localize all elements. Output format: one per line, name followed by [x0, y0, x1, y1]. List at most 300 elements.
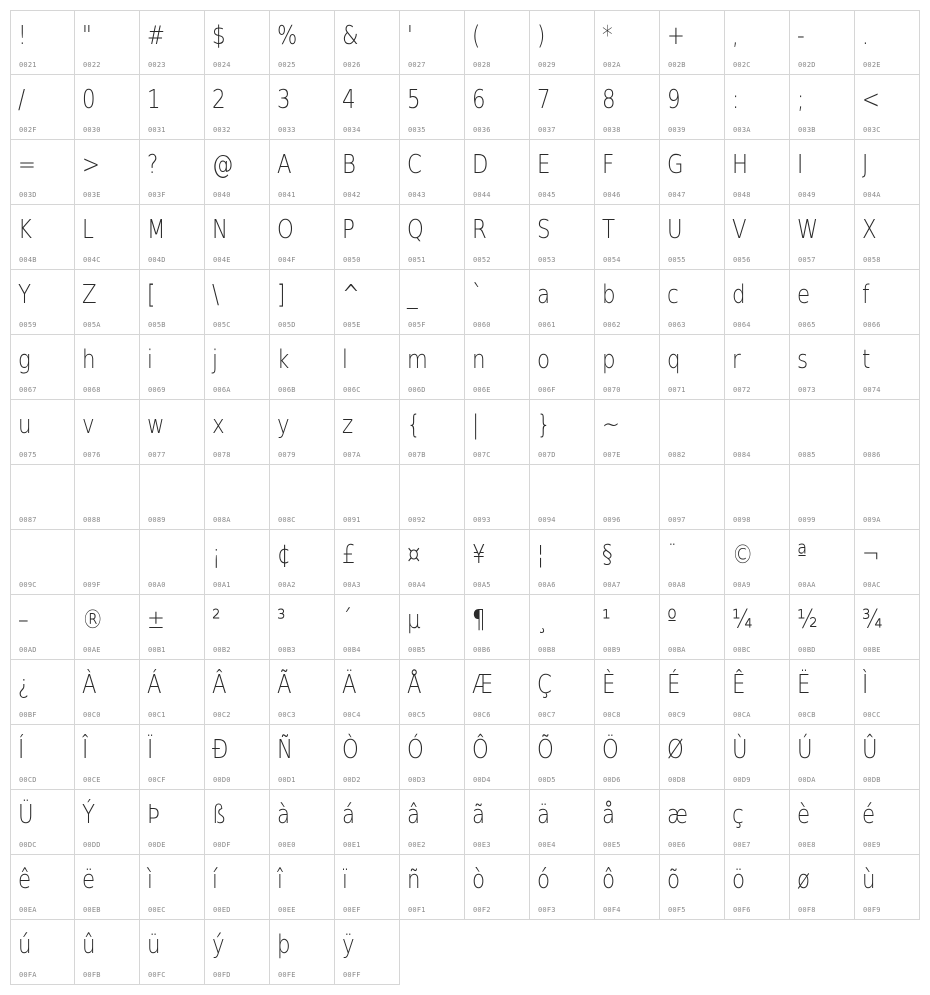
glyph-sample: . [862, 21, 869, 51]
glyph-sample: < [862, 85, 880, 115]
glyph-codepoint-label: 004F [278, 256, 296, 264]
glyph-codepoint-label: 00CD [19, 776, 37, 784]
glyph-sample: ä [537, 800, 551, 830]
glyph-sample: ÿ [342, 930, 355, 960]
glyph-cell [335, 725, 400, 790]
glyph-sample: | [472, 410, 480, 440]
glyph-sample: Ø [667, 735, 684, 765]
glyph-sample: # [147, 21, 165, 51]
glyph-cell [270, 465, 335, 530]
glyph-cell [270, 400, 335, 465]
glyph-cell [465, 10, 530, 75]
glyph-sample: Q [407, 215, 424, 245]
glyph-codepoint-label: 004C [83, 256, 101, 264]
glyph-cell [270, 660, 335, 725]
glyph-cell [140, 530, 205, 595]
glyph-sample: § [602, 540, 613, 570]
glyph-sample: U [667, 215, 683, 245]
glyph-cell [270, 75, 335, 140]
glyph-cell [530, 140, 595, 205]
glyph-codepoint-label: 00EC [148, 906, 166, 914]
glyph-cell [465, 465, 530, 530]
glyph-codepoint-label: 00BD [798, 646, 816, 654]
glyph-codepoint-label: 0048 [733, 191, 751, 199]
glyph-sample: Â [212, 670, 227, 700]
glyph-codepoint-label: 0064 [733, 321, 751, 329]
glyph-codepoint-label: 0030 [83, 126, 101, 134]
glyph-cell [10, 205, 75, 270]
glyph-sample: $ [212, 21, 226, 51]
glyph-sample: Y [18, 280, 32, 310]
glyph-codepoint-label: 0097 [668, 516, 686, 524]
glyph-cell [75, 10, 140, 75]
glyph-cell [205, 400, 270, 465]
glyph-sample: à [277, 800, 291, 830]
glyph-codepoint-label: 0051 [408, 256, 426, 264]
glyph-sample: Ñ [277, 735, 293, 765]
glyph-codepoint-label: 00C9 [668, 711, 686, 719]
glyph-cell [400, 595, 465, 660]
glyph-cell [140, 790, 205, 855]
glyph-cell [400, 660, 465, 725]
glyph-sample: 4 [342, 85, 356, 115]
glyph-sample: Ã [277, 670, 292, 700]
glyph-codepoint-label: 006F [538, 386, 556, 394]
glyph-cell [400, 855, 465, 920]
glyph-codepoint-label: 0066 [863, 321, 881, 329]
glyph-sample: Ä [342, 670, 357, 700]
glyph-cell [595, 465, 660, 530]
glyph-codepoint-label: 00CE [83, 776, 101, 784]
glyph-sample: À [82, 670, 97, 700]
glyph-codepoint-label: 007E [603, 451, 621, 459]
glyph-sample: e [797, 280, 811, 310]
glyph-codepoint-label: 007C [473, 451, 491, 459]
glyph-cell [595, 10, 660, 75]
glyph-cell [660, 790, 725, 855]
glyph-sample: 7 [537, 85, 551, 115]
glyph-cell [335, 465, 400, 530]
glyph-sample: Ç [537, 670, 552, 700]
glyph-sample: ú [18, 930, 32, 960]
glyph-sample: ² [212, 605, 221, 635]
glyph-cell [595, 205, 660, 270]
glyph-cell [400, 140, 465, 205]
glyph-codepoint-label: 00B3 [278, 646, 296, 654]
glyph-codepoint-label: 00A9 [733, 581, 751, 589]
glyph-codepoint-label: 00EE [278, 906, 296, 914]
glyph-sample: M [147, 215, 166, 245]
glyph-codepoint-label: 00DD [83, 841, 101, 849]
glyph-codepoint-label: 00EB [83, 906, 101, 914]
glyph-cell [205, 140, 270, 205]
glyph-codepoint-label: 0093 [473, 516, 491, 524]
glyph-sample: ¢ [277, 540, 291, 570]
glyph-codepoint-label: 00A3 [343, 581, 361, 589]
glyph-cell [725, 790, 790, 855]
glyph-codepoint-label: 0058 [863, 256, 881, 264]
glyph-sample: g [18, 345, 31, 375]
glyph-sample: > [82, 150, 100, 180]
glyph-sample: Ê [732, 670, 746, 700]
glyph-codepoint-label: 0060 [473, 321, 491, 329]
glyph-sample: Ë [797, 670, 811, 700]
glyph-codepoint-label: 00F3 [538, 906, 556, 914]
glyph-cell [75, 660, 140, 725]
glyph-sample: Û [862, 735, 878, 765]
glyph-sample: Ü [18, 800, 34, 830]
glyph-cell [855, 465, 920, 530]
glyph-codepoint-label: 0094 [538, 516, 556, 524]
glyph-cell [270, 10, 335, 75]
glyph-codepoint-label: 0085 [798, 451, 816, 459]
glyph-codepoint-label: 005C [213, 321, 231, 329]
glyph-codepoint-label: 00DC [19, 841, 37, 849]
glyph-cell [530, 205, 595, 270]
glyph-cell [465, 400, 530, 465]
glyph-sample: ; [797, 85, 805, 115]
glyph-cell [205, 595, 270, 660]
glyph-sample: ( [472, 21, 481, 51]
glyph-codepoint-label: 002C [733, 61, 751, 69]
glyph-sample: ü [147, 930, 161, 960]
glyph-sample: d [732, 280, 746, 310]
glyph-sample: y [277, 410, 290, 440]
glyph-cell [75, 205, 140, 270]
glyph-sample: © [732, 540, 754, 570]
glyph-sample: V [732, 215, 747, 245]
glyph-codepoint-label: 00C8 [603, 711, 621, 719]
glyph-cell [205, 855, 270, 920]
glyph-cell [660, 335, 725, 400]
glyph-cell [595, 530, 660, 595]
glyph-codepoint-label: 0022 [83, 61, 101, 69]
glyph-cell [335, 530, 400, 595]
glyph-sample: S [537, 215, 551, 245]
glyph-sample: û [82, 930, 96, 960]
glyph-cell [270, 140, 335, 205]
glyph-sample: 2 [212, 85, 226, 115]
glyph-sample: / [18, 85, 26, 115]
glyph-codepoint-label: 0055 [668, 256, 686, 264]
glyph-codepoint-label: 00A5 [473, 581, 491, 589]
glyph-cell [270, 270, 335, 335]
glyph-cell [725, 335, 790, 400]
glyph-codepoint-label: 0039 [668, 126, 686, 134]
glyph-codepoint-label: 00FD [213, 971, 231, 979]
glyph-sample: ± [147, 605, 165, 635]
glyph-codepoint-label: 0027 [408, 61, 426, 69]
glyph-sample: å [602, 800, 616, 830]
glyph-codepoint-label: 009C [19, 581, 37, 589]
glyph-cell [790, 855, 855, 920]
glyph-codepoint-label: 00EF [343, 906, 361, 914]
glyph-cell [10, 595, 75, 660]
glyph-cell [465, 530, 530, 595]
glyph-sample: + [667, 21, 685, 51]
glyph-codepoint-label: 00E1 [343, 841, 361, 849]
glyph-cell [725, 725, 790, 790]
glyph-codepoint-label: 004A [863, 191, 881, 199]
glyph-sample: í [212, 865, 218, 895]
glyph-sample: z [342, 410, 354, 440]
glyph-cell [660, 530, 725, 595]
glyph-cell [465, 725, 530, 790]
glyph-sample: i [147, 345, 153, 375]
glyph-sample: X [862, 215, 877, 245]
glyph-codepoint-label: 00D8 [668, 776, 686, 784]
glyph-cell [75, 270, 140, 335]
glyph-sample: k [277, 345, 290, 375]
glyph-sample: l [342, 345, 348, 375]
glyph-codepoint-label: 00A7 [603, 581, 621, 589]
glyph-codepoint-label: 00FA [19, 971, 37, 979]
glyph-cell [400, 790, 465, 855]
glyph-sample: ¸ [537, 605, 548, 635]
glyph-codepoint-label: 0043 [408, 191, 426, 199]
glyph-cell [725, 465, 790, 530]
glyph-sample: [ [147, 280, 156, 310]
glyph-sample: Ô [472, 735, 489, 765]
glyph-cell [855, 595, 920, 660]
glyph-cell [660, 205, 725, 270]
glyph-codepoint-label: 00EA [19, 906, 37, 914]
glyph-cell [595, 855, 660, 920]
glyph-sample: ô [602, 865, 616, 895]
glyph-sample: µ [407, 605, 421, 635]
glyph-sample: ç [732, 800, 744, 830]
glyph-sample: q [667, 345, 681, 375]
glyph-codepoint-label: 00B1 [148, 646, 166, 654]
glyph-sample: 9 [667, 85, 681, 115]
glyph-codepoint-label: 00AE [83, 646, 101, 654]
glyph-sample: F [602, 150, 615, 180]
glyph-sample: C [407, 150, 422, 180]
glyph-sample: a [537, 280, 551, 310]
glyph-sample: ] [277, 280, 286, 310]
glyph-cell [140, 140, 205, 205]
glyph-sample: - [797, 21, 805, 51]
glyph-sample: n [472, 345, 486, 375]
glyph-codepoint-label: 009F [83, 581, 101, 589]
glyph-sample: j [212, 345, 218, 375]
glyph-sample: Æ [472, 670, 493, 700]
glyph-codepoint-label: 00DE [148, 841, 166, 849]
glyph-cell [400, 530, 465, 595]
glyph-codepoint-label: 00A0 [148, 581, 166, 589]
glyph-cell [725, 140, 790, 205]
glyph-sample: ý [212, 930, 225, 960]
glyph-sample: 8 [602, 85, 616, 115]
glyph-cell [10, 400, 75, 465]
glyph-codepoint-label: 00BC [733, 646, 751, 654]
glyph-cell [855, 335, 920, 400]
glyph-codepoint-label: 00F5 [668, 906, 686, 914]
glyph-sample: 5 [407, 85, 421, 115]
glyph-sample: ! [18, 21, 27, 51]
glyph-codepoint-label: 00F8 [798, 906, 816, 914]
glyph-codepoint-label: 0034 [343, 126, 361, 134]
glyph-codepoint-label: 0087 [19, 516, 37, 524]
glyph-cell [10, 465, 75, 530]
glyph-codepoint-label: 0075 [19, 451, 37, 459]
glyph-codepoint-label: 00B9 [603, 646, 621, 654]
glyph-cell [75, 400, 140, 465]
glyph-sample: Õ [537, 735, 554, 765]
glyph-sample: Þ [147, 800, 160, 830]
glyph-cell [270, 855, 335, 920]
glyph-sample: ß [212, 800, 227, 830]
glyph-codepoint-label: 002D [798, 61, 816, 69]
glyph-codepoint-label: 00E2 [408, 841, 426, 849]
glyph-codepoint-label: 005F [408, 321, 426, 329]
glyph-codepoint-label: 006C [343, 386, 361, 394]
glyph-codepoint-label: 0078 [213, 451, 231, 459]
glyph-sample: G [667, 150, 684, 180]
glyph-cell [660, 140, 725, 205]
glyph-cell [270, 530, 335, 595]
glyph-codepoint-label: 00C6 [473, 711, 491, 719]
glyph-sample: £ [342, 540, 356, 570]
glyph-codepoint-label: 0063 [668, 321, 686, 329]
glyph-codepoint-label: 003B [798, 126, 816, 134]
glyph-sample: Z [82, 280, 97, 310]
glyph-codepoint-label: 004E [213, 256, 231, 264]
glyph-codepoint-label: 00D5 [538, 776, 556, 784]
glyph-cell [335, 660, 400, 725]
glyph-codepoint-label: 00B2 [213, 646, 231, 654]
glyph-codepoint-label: 0084 [733, 451, 751, 459]
glyph-cell [205, 660, 270, 725]
glyph-cell [660, 595, 725, 660]
glyph-codepoint-label: 0053 [538, 256, 556, 264]
glyph-sample: Ý [82, 800, 96, 830]
glyph-codepoint-label: 006E [473, 386, 491, 394]
glyph-cell [335, 10, 400, 75]
glyph-cell [595, 75, 660, 140]
glyph-sample: º [667, 605, 678, 635]
glyph-sample: w [147, 410, 165, 440]
glyph-codepoint-label: 0035 [408, 126, 426, 134]
glyph-sample: ê [18, 865, 32, 895]
glyph-sample: Ù [732, 735, 748, 765]
glyph-codepoint-label: 0061 [538, 321, 556, 329]
glyph-sample: ó [537, 865, 551, 895]
glyph-cell [725, 530, 790, 595]
glyph-codepoint-label: 0089 [148, 516, 166, 524]
glyph-cell [725, 205, 790, 270]
glyph-sample: " [82, 21, 92, 51]
glyph-cell [335, 335, 400, 400]
glyph-codepoint-label: 002A [603, 61, 621, 69]
glyph-sample: f [862, 280, 870, 310]
glyph-sample: 3 [277, 85, 291, 115]
glyph-cell [400, 400, 465, 465]
glyph-sample: ¡ [212, 540, 221, 570]
glyph-sample: ¤ [407, 540, 421, 570]
glyph-codepoint-label: 0049 [798, 191, 816, 199]
glyph-codepoint-label: 00AC [863, 581, 881, 589]
glyph-sample: ^ [342, 280, 360, 310]
glyph-cell [270, 205, 335, 270]
glyph-codepoint-label: 00A6 [538, 581, 556, 589]
glyph-cell [400, 335, 465, 400]
glyph-codepoint-label: 002E [863, 61, 881, 69]
glyph-sample: Ì [862, 670, 869, 700]
glyph-sample: K [18, 215, 32, 245]
glyph-cell [790, 400, 855, 465]
glyph-cell [335, 75, 400, 140]
glyph-cell [855, 790, 920, 855]
glyph-codepoint-label: 0040 [213, 191, 231, 199]
glyph-sample: Å [407, 670, 422, 700]
glyph-cell [855, 855, 920, 920]
glyph-cell [400, 10, 465, 75]
glyph-sample: h [82, 345, 96, 375]
glyph-sample: 0 [82, 85, 96, 115]
glyph-cell [530, 335, 595, 400]
glyph-codepoint-label: 0041 [278, 191, 296, 199]
glyph-codepoint-label: 00F4 [603, 906, 621, 914]
glyph-sample: Ú [797, 735, 813, 765]
glyph-codepoint-label: 00ED [213, 906, 231, 914]
glyph-cell [140, 400, 205, 465]
glyph-cell [595, 660, 660, 725]
glyph-codepoint-label: 00E0 [278, 841, 296, 849]
glyph-sample: r [732, 345, 741, 375]
glyph-sample: : [732, 85, 740, 115]
glyph-cell [10, 855, 75, 920]
glyph-cell [595, 270, 660, 335]
glyph-codepoint-label: 0076 [83, 451, 101, 459]
glyph-cell [75, 920, 140, 985]
glyph-sample: ë [82, 865, 96, 895]
glyph-cell [140, 465, 205, 530]
glyph-cell [75, 140, 140, 205]
glyph-codepoint-label: 005E [343, 321, 361, 329]
glyph-codepoint-label: 00D0 [213, 776, 231, 784]
glyph-sample: D [472, 150, 489, 180]
glyph-cell [790, 465, 855, 530]
glyph-codepoint-label: 0099 [798, 516, 816, 524]
glyph-sample: H [732, 150, 749, 180]
glyph-sample: ì [147, 865, 153, 895]
glyph-sample: ½ [797, 605, 818, 635]
glyph-cell [400, 725, 465, 790]
glyph-cell [335, 790, 400, 855]
glyph-codepoint-label: 002B [668, 61, 686, 69]
glyph-sample: ` [472, 280, 483, 310]
glyph-cell [530, 530, 595, 595]
glyph-codepoint-label: 0062 [603, 321, 621, 329]
glyph-codepoint-label: 0059 [19, 321, 37, 329]
glyph-sample: = [18, 150, 36, 180]
glyph-cell [855, 530, 920, 595]
glyph-sample: E [537, 150, 551, 180]
glyph-cell [75, 725, 140, 790]
glyph-sample: O [277, 215, 294, 245]
glyph-codepoint-label: 0068 [83, 386, 101, 394]
glyph-codepoint-label: 0023 [148, 61, 166, 69]
glyph-cell [205, 725, 270, 790]
glyph-sample: ø [797, 865, 811, 895]
glyph-cell [790, 205, 855, 270]
glyph-sample: ñ [407, 865, 421, 895]
glyph-codepoint-label: 00F9 [863, 906, 881, 914]
glyph-sample: c [667, 280, 679, 310]
glyph-sample: þ [277, 930, 291, 960]
glyph-cell [140, 10, 205, 75]
